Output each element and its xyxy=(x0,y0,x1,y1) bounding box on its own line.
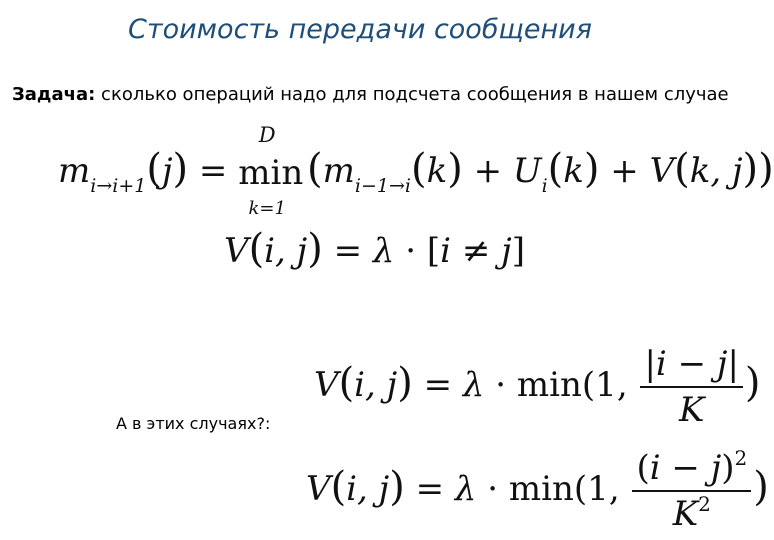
quadratic-fraction: $\frac{(i - j)^2}{K^2}$ xyxy=(632,448,751,534)
slide-title: Стоимость передачи сообщения xyxy=(128,14,592,45)
task-label: Задача: xyxy=(12,84,96,105)
message-update-formula: $m_{i\to i+1}(j)$ = D min k=1 ($m_{i-1\to i}(k) + U_i(k) + V(k$, j)) xyxy=(58,123,774,219)
quadratic-cost-formula: V(i, j) = λ · min(1, $\frac{(i - j)^2}{K^2}$ ) xyxy=(306,446,769,534)
potts-cost-formula: V(i, j) = λ · [i ≠ j] xyxy=(224,226,525,272)
linear-fraction: $\frac{|i - j|}{K}$ xyxy=(640,344,742,430)
linear-cost-formula: V(i, j) = λ · min(1, $\frac{|i - j|}{K}$ ) xyxy=(314,344,761,430)
min-operator: D min k=1 xyxy=(238,123,304,219)
question-note: А в этих случаях?: xyxy=(116,414,271,433)
task-statement xyxy=(12,84,729,105)
task-text: сколько операций надо для подсчета сообщения в нашем случае xyxy=(95,84,729,105)
